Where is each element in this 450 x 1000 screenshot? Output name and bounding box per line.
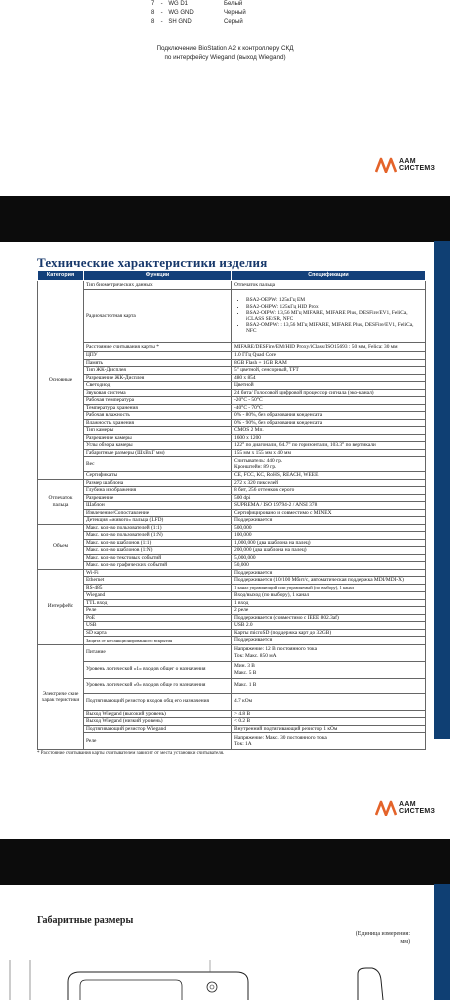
table-row <box>38 352 426 360</box>
spec-footnote: * Расстояние считывания карты считывателем зависит от места установки считывателя. <box>37 751 225 756</box>
table-row <box>38 472 426 480</box>
device-outline <box>68 972 248 1000</box>
function-cell: Разрешение ЖК-Дисплея <box>84 374 232 382</box>
category-cell: Интерфейс <box>38 569 84 644</box>
spec-cell: -20°C - 50°C <box>232 397 426 405</box>
device-screen <box>80 980 182 1000</box>
page-side-bar <box>434 241 450 739</box>
spec-cell: CE, FCC, KC, RoHS, REACH, WEEE <box>232 472 426 480</box>
logo-mark-icon <box>375 157 397 173</box>
function-cell: Глубина изображения <box>84 487 232 495</box>
category-cell: Объем <box>38 524 84 569</box>
spec-cell: 5,000,000 <box>232 554 426 562</box>
spec-header-row <box>38 271 426 281</box>
company-logo <box>375 157 435 173</box>
table-row <box>38 539 426 547</box>
table-row <box>38 457 426 472</box>
header-category: Категория <box>38 271 84 281</box>
dimensions-title: Габаритные размеры <box>37 915 134 926</box>
spec-cell: 8GB Flash + 1GB RAM <box>232 359 426 367</box>
units-note <box>330 931 410 947</box>
function-cell: RS-485 <box>84 584 232 592</box>
function-cell: Размер шаблона <box>84 479 232 487</box>
spec-cell: Поддерживается (10/100 Мбит/с, автоматическая поддержка MDI/MDI-X) <box>232 577 426 585</box>
spec-cell <box>232 290 426 343</box>
spec-cell: Сертифицировано и совместимо с MINEX <box>232 509 426 517</box>
spec-cell: 1,000,000 (два шаблона на палец) <box>232 539 426 547</box>
units-line: (Единица измерения: <box>355 931 410 937</box>
spec-cell: 4.7 кОм <box>232 693 426 710</box>
logo-mark-icon <box>375 800 397 816</box>
pinout-list <box>151 1 271 28</box>
table-row <box>38 547 426 555</box>
spec-line: Ток: Макс. 850 мА <box>234 652 277 659</box>
spec-cell: 0% - 80%, без образования конденсата <box>232 412 426 420</box>
spec-cell: Отпечаток пальца <box>232 281 426 290</box>
pin-wire-color: Белый <box>224 1 243 7</box>
table-row <box>38 434 426 442</box>
function-cell: Макс. кол-во пользователей (1:N) <box>84 532 232 540</box>
pin-signal: SH GND <box>168 19 192 25</box>
table-row <box>38 281 426 290</box>
table-row <box>38 479 426 487</box>
logo-text: ААМ <box>399 158 416 165</box>
spec-cell: Вход/выход (по выбору), 1 канал <box>232 592 426 600</box>
device-sensor-icon <box>207 982 217 992</box>
function-cell: SD карта <box>84 629 232 637</box>
spec-line: Ток: 1А <box>234 741 252 747</box>
spec-line: Напряжение: 12 В постоянного тока <box>234 646 317 653</box>
table-row <box>38 397 426 405</box>
table-row <box>38 577 426 585</box>
table-row <box>38 532 426 540</box>
logo-text: СИСТЕМЗ <box>399 808 436 815</box>
pinout-row <box>151 19 271 28</box>
function-cell: Макс. кол-во текстовых событий <box>84 554 232 562</box>
table-row <box>38 290 426 343</box>
pin-dash: - <box>160 1 163 7</box>
function-cell: Уровень логической «0» входов обще го назначения <box>84 678 232 693</box>
figure-caption <box>100 45 350 62</box>
function-cell: Выход Wiegand (низкий уровень) <box>84 718 232 726</box>
spec-cell: Внутренний подтягивающий резистор 1 кОм <box>232 725 426 733</box>
function-cell: Защита от несанкционированного вскрытия <box>84 637 232 645</box>
function-cell: Память <box>84 359 232 367</box>
pin-signal: WG D1 <box>168 1 189 7</box>
function-cell: Ethernet <box>84 577 232 585</box>
spec-cell: 500,000 <box>232 524 426 532</box>
function-cell: Разрешение камеры <box>84 434 232 442</box>
table-row <box>38 678 426 693</box>
function-cell: Реле <box>84 607 232 615</box>
spec-line: Напряжение: Макс. 30 постоянного тока <box>234 734 327 741</box>
category-cell: Электриче ские харак теристики <box>38 644 84 750</box>
spec-cell: 8 бит, 256 оттенков серого <box>232 487 426 495</box>
spec-cell: USB 2.0 <box>232 622 426 630</box>
table-row <box>38 494 426 502</box>
spec-cell: MIFARE/DESFire/EM/HID Proxy/iClass/ISO15693 : 50 мм, Felica: 30 мм <box>232 343 426 352</box>
table-row <box>38 554 426 562</box>
spec-cell: CMOS 2 Мп. <box>232 427 426 435</box>
table-row <box>38 502 426 510</box>
spec-cell: 1600 x 1200 <box>232 434 426 442</box>
function-cell: Сертификаты <box>84 472 232 480</box>
spec-cell: Карты microSD (поддержка карт до 32GB) <box>232 629 426 637</box>
function-cell: Температура хранения <box>84 404 232 412</box>
spec-cell: 200,000 (два шаблона на палец) <box>232 547 426 555</box>
pin-dash: - <box>160 19 163 25</box>
list-item: • BSA2-OIPW: 13,56 МГц MIFARE, MIFARE Plus, DESFire/EV1, FeliCa, iCLASS SE/SR, NFC <box>246 310 423 322</box>
table-row <box>38 614 426 622</box>
spec-cell: 50,000 <box>232 562 426 570</box>
table-row <box>38 661 426 678</box>
function-cell: Влажность хранения <box>84 419 232 427</box>
pin-dash: - <box>160 10 163 16</box>
company-logo <box>375 800 435 816</box>
table-row <box>38 592 426 600</box>
function-cell: USB <box>84 622 232 630</box>
spec-cell: 1 канал управляющий или управляемый (по выбору), 1 канал <box>232 584 426 592</box>
spec-cell: 1.0 ГГц Quad Core <box>232 352 426 360</box>
function-cell: Рабочая влажность <box>84 412 232 420</box>
spec-cell: > 4.8 В <box>232 710 426 718</box>
function-cell: Макс. кол-во шаблонов (1:1) <box>84 539 232 547</box>
list-item: • BSA2-OMPW: : 13,56 МГц MIFARE, MIFARE Plus, DESFire/EV1, FeliCa, NFC <box>246 322 423 334</box>
function-cell: Извлечение/Сопоставление <box>84 509 232 517</box>
table-row <box>38 733 426 750</box>
category-cell: Отпечаток пальца <box>38 479 84 524</box>
table-row <box>38 710 426 718</box>
spec-cell: 0% - 90%, без образования конденсата <box>232 419 426 427</box>
spec-line: Кронштейн: 89 гр. <box>234 464 277 470</box>
function-cell: Макс. кол-во пользователей (1:1) <box>84 524 232 532</box>
spec-cell: Поддерживается <box>232 569 426 577</box>
function-cell: Светодиод <box>84 382 232 390</box>
pin-signal: WG GND <box>168 10 194 16</box>
spec-cell: Поддерживается (совместимо с IEEE 802.3af) <box>232 614 426 622</box>
function-cell: Wiegand <box>84 592 232 600</box>
function-cell: Углы обзора камеры <box>84 442 232 450</box>
table-row <box>38 427 426 435</box>
table-row <box>38 389 426 397</box>
table-row <box>38 524 426 532</box>
device-front-drawing <box>0 960 430 1000</box>
function-cell: Габаритные размеры (ШхВхГ мм) <box>84 449 232 457</box>
page-separator <box>0 196 450 242</box>
spec-cell: -40°C - 70°C <box>232 404 426 412</box>
spec-cell: 500 dpi <box>232 494 426 502</box>
spec-table-wrap <box>37 270 426 756</box>
function-cell: Рабочая температура <box>84 397 232 405</box>
function-cell: PoE <box>84 614 232 622</box>
table-row <box>38 359 426 367</box>
function-cell: ЦПУ <box>84 352 232 360</box>
table-row <box>38 449 426 457</box>
pin-number: 8 <box>151 19 155 25</box>
table-row <box>38 569 426 577</box>
spec-cell <box>232 661 426 678</box>
device-side-outline <box>358 968 383 1000</box>
pin-wire-color: Серый <box>224 19 243 25</box>
category-cell: Основные <box>38 281 84 480</box>
table-row <box>38 419 426 427</box>
table-row <box>38 584 426 592</box>
table-row <box>38 693 426 710</box>
spec-cell: Цветной <box>232 382 426 390</box>
function-cell: Тип биометрических данных <box>84 281 232 290</box>
table-row <box>38 607 426 615</box>
table-row <box>38 725 426 733</box>
pin-number: 8 <box>151 10 155 16</box>
spec-cell: 1 вход <box>232 599 426 607</box>
table-row <box>38 599 426 607</box>
table-row <box>38 562 426 570</box>
spec-cell <box>232 644 426 661</box>
spec-table <box>37 270 426 750</box>
table-row <box>38 622 426 630</box>
table-row <box>38 404 426 412</box>
spec-cell: 155 мм x 155 мм x 40 мм <box>232 449 426 457</box>
spec-cell <box>232 457 426 472</box>
pin-wire-color: Черный <box>224 10 246 16</box>
spec-cell <box>232 733 426 750</box>
spec-line: Мин. 3 В <box>234 663 255 670</box>
spec-line: Макс. 5 В <box>234 669 257 676</box>
spec-cell: 24 бита/ Голосовой цифровой процессор сигнала (эко-канал) <box>232 389 426 397</box>
spec-line: Считыватель: 440 гр. <box>234 457 283 464</box>
function-cell: Wi-Fi <box>84 569 232 577</box>
table-row <box>38 629 426 637</box>
spec-title: Технические характеристики изделия <box>37 255 268 270</box>
table-row <box>38 442 426 450</box>
table-row <box>38 382 426 390</box>
function-cell: Расстояние считывания карты * <box>84 343 232 352</box>
spec-cell: SUPREMA / ISO 19794-2 / ANSI 378 <box>232 502 426 510</box>
spec-cell: 480 x 854 <box>232 374 426 382</box>
table-row <box>38 343 426 352</box>
table-row <box>38 718 426 726</box>
header-spec: Спецификации <box>232 271 426 281</box>
function-cell: Выход Wiegand (высокий уровень) <box>84 710 232 718</box>
logo-text: СИСТЕМЗ <box>399 165 436 172</box>
pin-number: 7 <box>151 1 155 7</box>
spec-cell: 5" цветной, сенсорный, TFT <box>232 367 426 375</box>
pinout-row <box>151 1 271 10</box>
function-cell: Подтягивающий резистор входов общ его назначения <box>84 693 232 710</box>
caption-line: Подключение BioStation A2 к контроллеру СКД <box>156 45 294 52</box>
rf-card-list <box>234 297 423 334</box>
table-row <box>38 367 426 375</box>
table-row <box>38 644 426 661</box>
function-cell: Звуковая система <box>84 389 232 397</box>
pinout-row <box>151 10 271 19</box>
caption-line: по интерфейсу Wiegand (выход Wiegand) <box>164 53 286 61</box>
table-row <box>38 374 426 382</box>
table-row <box>38 637 426 645</box>
function-cell: Детекция «живого» пальца (LFD) <box>84 517 232 525</box>
function-cell: Реле <box>84 733 232 750</box>
table-row <box>38 509 426 517</box>
function-cell: Радиочастотная карта <box>84 290 232 343</box>
header-function: Функции <box>84 271 232 281</box>
spec-cell: 100,000 <box>232 532 426 540</box>
page-side-bar <box>434 884 450 1000</box>
function-cell: Макс. кол-во графических событий <box>84 562 232 570</box>
function-cell: Макс. кол-во шаблонов (1:N) <box>84 547 232 555</box>
spec-cell: Поддерживается <box>232 517 426 525</box>
function-cell: Вес <box>84 457 232 472</box>
spec-cell: 122° по диагонали, 64.7° по горизонтали, 103.3° по вертикали <box>232 442 426 450</box>
function-cell: Разрешение <box>84 494 232 502</box>
spec-cell: 272 x 320 пикселей <box>232 479 426 487</box>
units-line: мм) <box>400 938 410 945</box>
function-cell: Тип ЖК-Дисплея <box>84 367 232 375</box>
logo-text: ААМ <box>399 801 416 808</box>
spec-cell: Поддерживается <box>232 637 426 645</box>
table-row <box>38 412 426 420</box>
function-cell: Подтягивающий резистор Wiegand <box>84 725 232 733</box>
function-cell: Шаблон <box>84 502 232 510</box>
function-cell: Уровень логической «1» входов общег о назначения <box>84 661 232 678</box>
list-item: • BSA2-OEPW: 125кГц EM <box>246 297 423 303</box>
function-cell: Питание <box>84 644 232 661</box>
function-cell: TTL вход <box>84 599 232 607</box>
spec-cell: Макс. 1 В <box>232 678 426 693</box>
spec-cell: < 0.2 В <box>232 718 426 726</box>
page-separator <box>0 839 450 885</box>
table-row <box>38 517 426 525</box>
table-row <box>38 487 426 495</box>
function-cell: Тип камеры <box>84 427 232 435</box>
list-item: • BSA2-OHPW: 125кГц HID Prox <box>246 304 423 310</box>
spec-cell: 2 реле <box>232 607 426 615</box>
